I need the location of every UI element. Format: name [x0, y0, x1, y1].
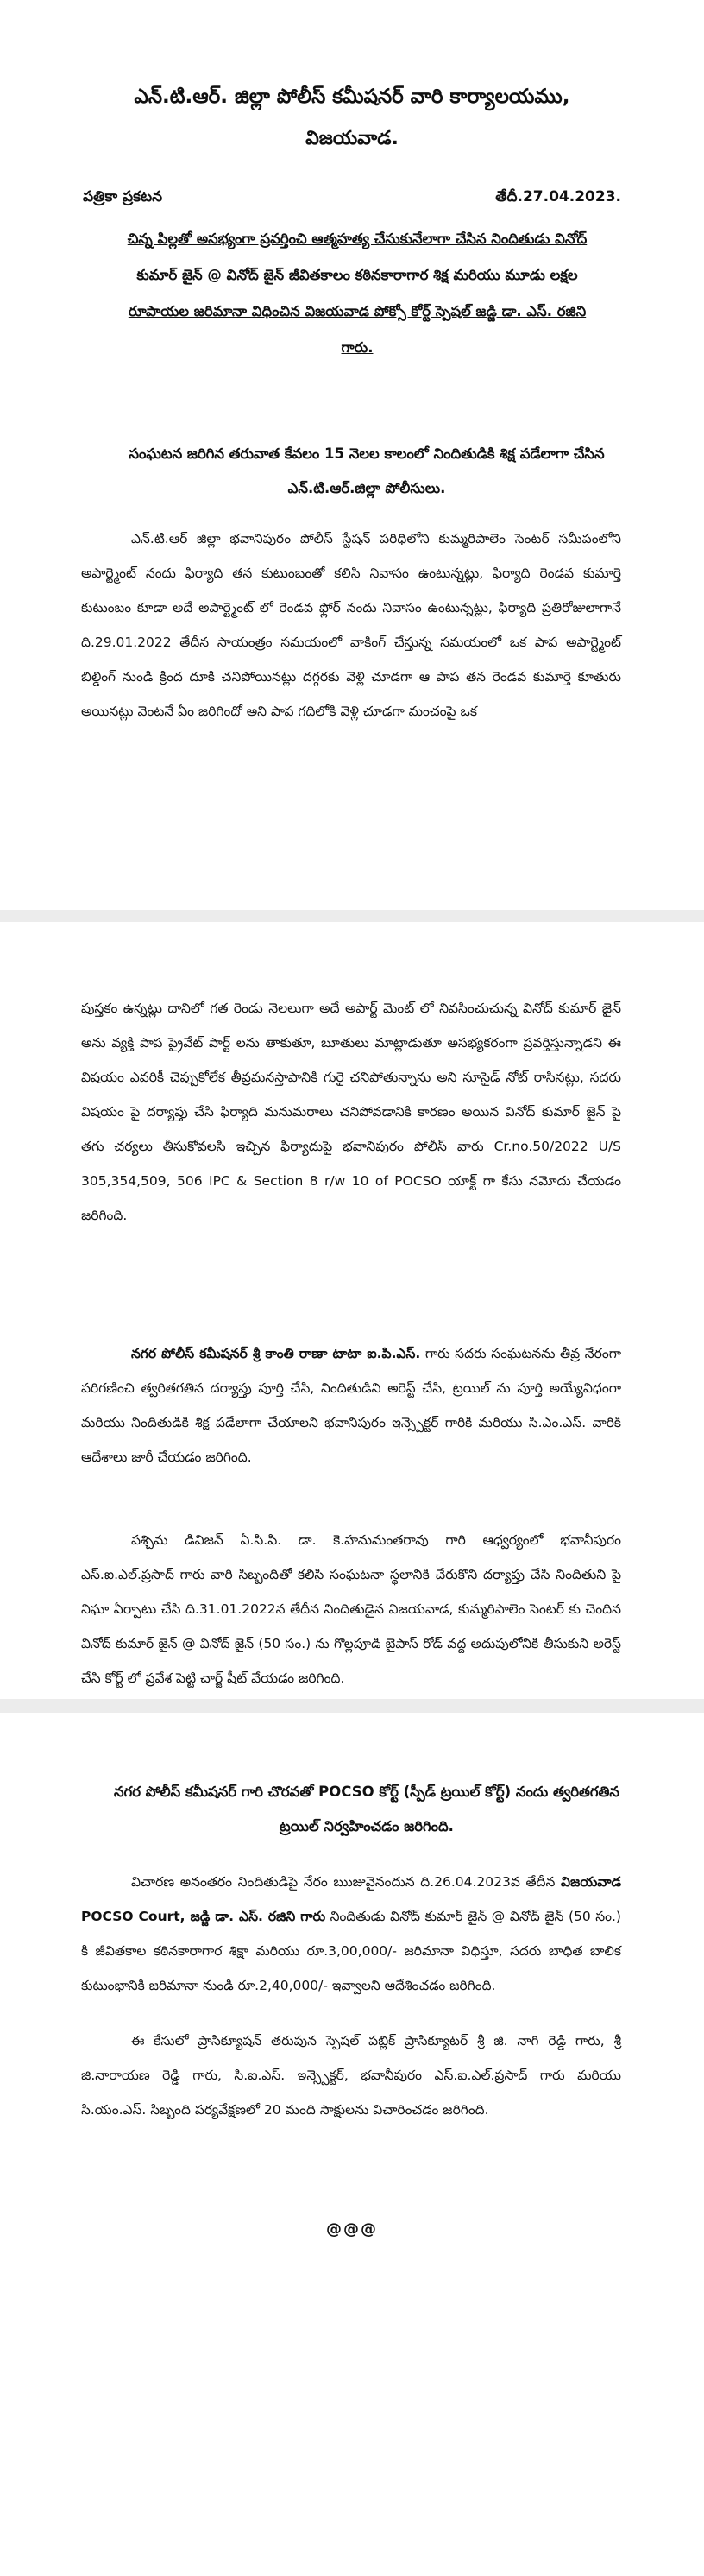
section1-body — [81, 521, 621, 729]
closing-marks: @@@ — [326, 2220, 378, 2238]
section3-subhead: నగర పోలీస్ కమీషనర్ గారి చొరవతో POCSO కోర్ట్ (స్పీడ్ ట్రయిల్ కోర్ట్) నందు త్వరితగతిన ట్రయిల్ నిర్వహించడం జరిగింది. — [114, 1784, 619, 1834]
section2-paragraph-1: పుస్తకం ఉన్నట్లు దానిలో గత రెండు నెలలుగా అదే అపార్ట్ మెంట్ లో నివసించుచున్న వినోద్ కుమార్ జైన్ అను వ్యక్తి పాప ప్రైవేట్ పార్ట్ లను తాకుతూ, బూతులు మాట్లాడుతూ అసభ్యకరంగా ప్రవర్తిస్తున్నాడని ఈ విషయం ఎవరికీ చెప్పుకోలేక తీవ్రమనస్తాపానికి గురై చనిపోతున్నాను అని సూసైడ్ నోట్ రాసినట్లు, సదరు విషయం పై దర్యాప్తు చేసి ఫిర్యాది మనుమరాలు చనిపోవడానికి కారణం అయిన వినోద్ కుమార్ జైన్ పై తగు చర్యలు తీసుకోవలసి ఇచ్చిన ఫిర్యాదుపై భవానిపురం పోలీస్ వారు Cr.no.50/2022 U/S 305,354,509, 506 IPC & Section 8 r/w 10 of POCSO యాక్ట్ గా కేసు నమోదు చేయడం జరిగింది. — [81, 1001, 621, 1223]
commissioner-name: నగర పోలీస్ కమీషనర్ శ్రీ కాంతి రాణా టాటా ఐ.పి.ఎస్. — [131, 1346, 421, 1361]
section3-body-1 — [81, 1865, 621, 2003]
press-release-label: పత్రికా ప్రకటన — [83, 188, 163, 205]
office-city: విజయవాడ. — [305, 128, 399, 149]
section3-body-2 — [81, 2024, 621, 2127]
section2-body-1 — [81, 991, 621, 1233]
section3-paragraph-1 — [81, 1865, 621, 2003]
section2-paragraph-2-text: గారు సదరు సంఘటనను తీవ్ర నేరంగా పరిగణించి త్వరితగతిన దర్యాప్తు పూర్తి చేసి, నిందితుడిని అరెస్ట్ చేసి, ట్రయిల్ ను పూర్తి అయ్యేవిధంగా మరియు నిందితుడికి శిక్ష పడేలాగా చేయాలని భవానిపురం ఇన్స్పెక్టర్ గారికి మరియు సి.ఎం.ఎస్. వారికి ఆదేశాలు జారీ చేయడం జరిగింది. — [81, 1346, 621, 1465]
office-title: ఎన్.టి.ఆర్. జిల్లా పోలీస్ కమీషనర్ వారి కార్యాలయము, — [134, 85, 570, 108]
section3-paragraph-2: ఈ కేసులో ప్రాసిక్యూషన్ తరుపున స్పెషల్ పబ్లిక్ ప్రాసిక్యూటర్ శ్రీ జి. నాగి రెడ్డి గారు, శ్రీ జి.నారాయణ రెడ్డి గారు, సి.ఐ.ఎస్. ఇన్స్పెక్టర్, భవానీపురం ఎస్.ఐ.ఎల్.ప్రసాద్ గారు మరియు సి.యం.ఎస్. సిబ్బంది పర్యవేక్షణలో 20 మంది సాక్షులను విచారించడం జరిగింది. — [81, 2033, 621, 2118]
headline-text: చిన్న పిల్లతో అసభ్యంగా ప్రవర్తించి ఆత్మహత్య చేసుకునేలాగా చేసిన నిందితుడు వినోద్ కుమార్ జైన్ @ వినోద్ జైన్ జీవితకాలం కఠినకారాగార శిక్ష మరియు మూడు లక్షల రూపాయల జరిమానా విధించిన విజయవాడ పోక్సో కోర్ట్ స్పెషల్ జడ్జి డా. ఎస్. రజిని గారు. — [127, 230, 588, 356]
document-page-2 — [0, 922, 704, 1699]
section3-paragraph-1b: నిందితుడు వినోద్ కుమార్ జైన్ @ వినోద్ జైన్ (50 సం.) కి జీవితకాల కఠినకారాగార శిక్షా మరియు రూ.3,00,000/- జరిమానా విధిస్తూ, సదరు బాధిత బాలిక కుటుంభానికి జరిమానా నుండి రూ.2,40,000/- ఇవ్వాలని ఆదేశించడం జరిగింది. — [81, 1909, 621, 1993]
section2-body-2 — [81, 1336, 621, 1474]
section2-body-3 — [81, 1523, 621, 1695]
headline — [116, 221, 599, 366]
section3-paragraph-1a: విచారణ అనంతరం నిందితుడిపై నేరం ఋజువైనందున ది.26.04.2023వ తేదీన — [131, 1874, 561, 1890]
section2-paragraph-3: పశ్చిమ డివిజన్ ఏ.సి.పి. డా. కె.హనుమంతరావు గారి ఆధ్వర్యంలో భవానీపురం ఎస్.ఐ.ఎల్.ప్రసాద్ గారు వారి సిబ్బందితో కలిసి సంఘటనా స్థలానికి చేరుకొని దర్యాప్తు చేసి నిందితుని పై నిఘా ఏర్పాటు చేసి ది.31.01.2022న తేదీన నిందితుడైన విజయవాడ, కుమ్మరిపాలెం సెంటర్ కు చెందిన వినోద్ కుమార్ జైన్ @ వినోద్ జైన్ (50 సం.) ను గొల్లపూడి బైపాస్ రోడ్ వద్ద అదుపులోనికి తీసుకుని అరెస్ట్ చేసి కోర్ట్ లో ప్రవేశ పెట్టి చార్జ్ షీట్ వేయడం జరిగింది. — [81, 1532, 621, 1686]
document-page-1 — [0, 0, 704, 910]
judge-name: విజయవాడ POCSO Court, జడ్జి డా. ఎస్. రజిని గారు — [81, 1874, 621, 1924]
press-release-date: తేదీ.27.04.2023. — [495, 188, 621, 205]
document-page-3 — [0, 1713, 704, 2576]
section1-paragraph: ఎన్.టి.ఆర్ జిల్లా భవానిపురం పోలీస్ స్టేషన్ పరిధిలోని కుమ్మరిపాలెం సెంటర్ సమీపంలోని అపార్ట్మెంట్ నందు ఫిర్యాది తన కుటుంబంతో కలిసి నివాసం ఉంటున్నట్లు, ఫిర్యాది రెండవ కుమార్తె కుటుంబం కూడా అదే అపార్ట్మెంట్ లో రెండవ ఫ్లోర్ నందు నివాసం ఉంటున్నట్లు, ఫిర్యాది ప్రతిరోజులాగానే ది.29.01.2022 తేదీన సాయంత్రం సమయంలో వాకింగ్ చేస్తున్న సమయంలో ఒక పాప అపార్ట్మెంట్ బిల్డింగ్ నుండి క్రింద దూకి చనిపోయినట్లు దగ్గరకు వెళ్లి చూడగా ఆ పాప తన రెండవ కుమార్తె కూతురు అయినట్లు వెంటనే ఏం జరిగిందో అని పాప గదిలోకి వెళ్లి చూడగా మంచంపై ఒక — [81, 531, 621, 719]
section1-subhead: సంఘటన జరిగిన తరువాత కేవలం 15 నెలల కాలంలో నిందితుడికి శిక్ష పడేలాగా చేసిన ఎన్.టి.ఆర్.జిల్లా పోలీసులు. — [129, 445, 605, 496]
section2-paragraph-2 — [81, 1336, 621, 1474]
